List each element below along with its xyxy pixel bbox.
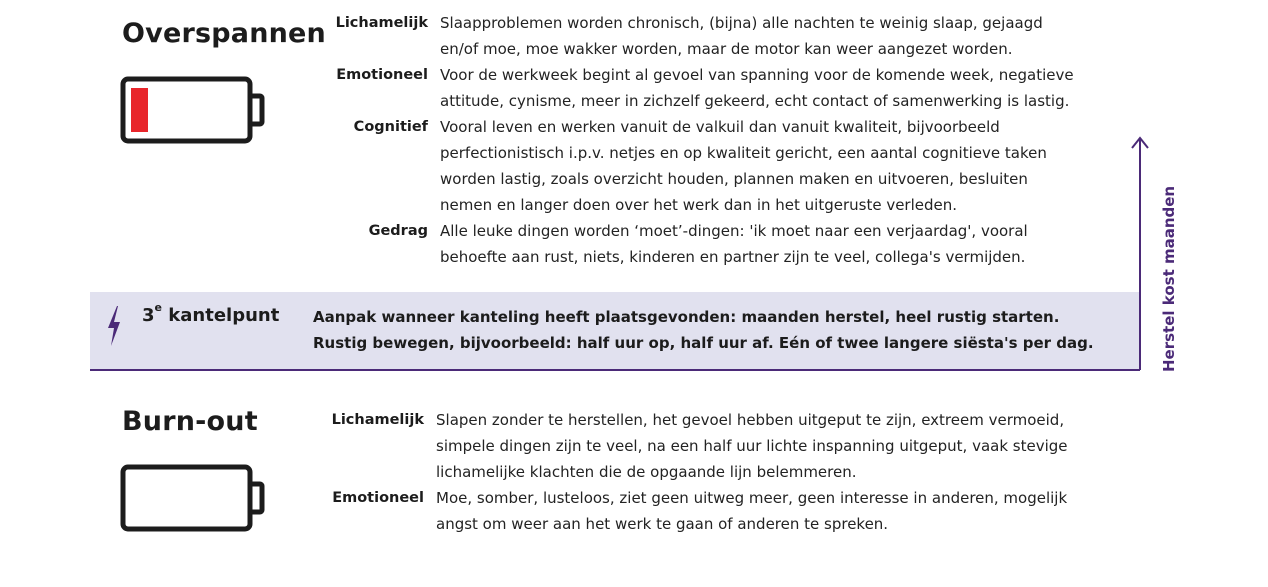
text-line: attitude, cynisme, meer in zichzelf gekeerd, echt contact of samenwerking is lastig. bbox=[440, 92, 1070, 110]
row-emotioneel bbox=[324, 485, 1084, 537]
kantelpunt-text bbox=[313, 304, 1094, 356]
row-label: Emotioneel bbox=[336, 67, 428, 83]
row-text bbox=[440, 62, 1074, 114]
row-text bbox=[440, 10, 1043, 62]
row-label: Lichamelijk bbox=[335, 15, 428, 31]
kantelpunt-title bbox=[142, 301, 280, 326]
text-line: behoefte aan rust, niets, kinderen en partner zijn te veel, collega's vermijden. bbox=[440, 248, 1026, 266]
row-emotioneel bbox=[328, 62, 1088, 114]
row-lichamelijk bbox=[324, 407, 1084, 485]
text-line: Slapen zonder te herstellen, het gevoel hebben uitgeput te zijn, extreem vermoeid, bbox=[436, 411, 1065, 429]
battery-low-icon bbox=[120, 76, 268, 146]
row-lichamelijk bbox=[328, 10, 1088, 62]
kantelpunt-superscript: e bbox=[154, 301, 162, 314]
row-text bbox=[436, 485, 1067, 537]
battery-empty-icon bbox=[120, 464, 268, 534]
overspannen-rows bbox=[328, 10, 1088, 270]
text-line: Voor de werkweek begint al gevoel van spanning voor de komende week, negatieve bbox=[440, 66, 1074, 84]
kantelpunt-band bbox=[90, 292, 1140, 371]
burnout-rows bbox=[324, 407, 1084, 537]
text-line: Aanpak wanneer kanteling heeft plaatsgevonden: maanden herstel, heel rustig starten. bbox=[313, 308, 1060, 326]
text-line: Rustig bewegen, bijvoorbeeld: half uur op, half uur af. Eén of twee langere siësta's per dag. bbox=[313, 334, 1094, 352]
text-line: worden lastig, zoals overzicht houden, plannen maken en uitvoeren, besluiten bbox=[440, 170, 1028, 188]
row-text bbox=[440, 114, 1047, 218]
text-line: Slaapproblemen worden chronisch, (bijna) alle nachten te weinig slaap, gejaagd bbox=[440, 14, 1043, 32]
row-text bbox=[436, 407, 1068, 485]
text-line: angst om weer aan het werk te gaan of anderen te spreken. bbox=[436, 515, 889, 533]
row-label: Gedrag bbox=[368, 223, 428, 239]
row-label: Lichamelijk bbox=[331, 412, 424, 428]
herstel-label: Herstel kost maanden bbox=[1160, 185, 1178, 372]
row-label: Cognitief bbox=[353, 119, 428, 135]
row-gedrag bbox=[328, 218, 1088, 270]
text-line: simpele dingen zijn te veel, na een half uur lichte inspanning uitgeput, vaak stevige bbox=[436, 437, 1068, 455]
text-line: lichamelijke klachten die de opgaande lijn belemmeren. bbox=[436, 463, 857, 481]
row-text bbox=[440, 218, 1028, 270]
lightning-bolt-icon bbox=[106, 306, 122, 346]
text-line: en/of moe, moe wakker worden, maar de motor kan weer aangezet worden. bbox=[440, 40, 1013, 58]
text-line: Alle leuke dingen worden ‘moet’-dingen: 'ik moet naar een verjaardag', vooral bbox=[440, 222, 1028, 240]
row-label: Emotioneel bbox=[332, 490, 424, 506]
text-line: Vooral leven en werken vanuit de valkuil dan vanuit kwaliteit, bijvoorbeeld bbox=[440, 118, 1000, 136]
text-line: Moe, somber, lusteloos, ziet geen uitweg meer, geen interesse in anderen, mogelijk bbox=[436, 489, 1068, 507]
kantelpunt-number: 3 bbox=[142, 305, 155, 326]
text-line: nemen en langer doen over het werk dan in het uitgeruste verleden. bbox=[440, 196, 958, 214]
up-arrow-icon bbox=[1130, 134, 1154, 374]
kantelpunt-label: kantelpunt bbox=[168, 305, 280, 326]
row-cognitief bbox=[328, 114, 1088, 218]
burnout-title: Burn-out bbox=[122, 406, 258, 437]
text-line: perfectionistisch i.p.v. netjes en op kwaliteit gericht, een aantal cognitieve taken bbox=[440, 144, 1047, 162]
overspannen-title: Overspannen bbox=[122, 18, 326, 49]
